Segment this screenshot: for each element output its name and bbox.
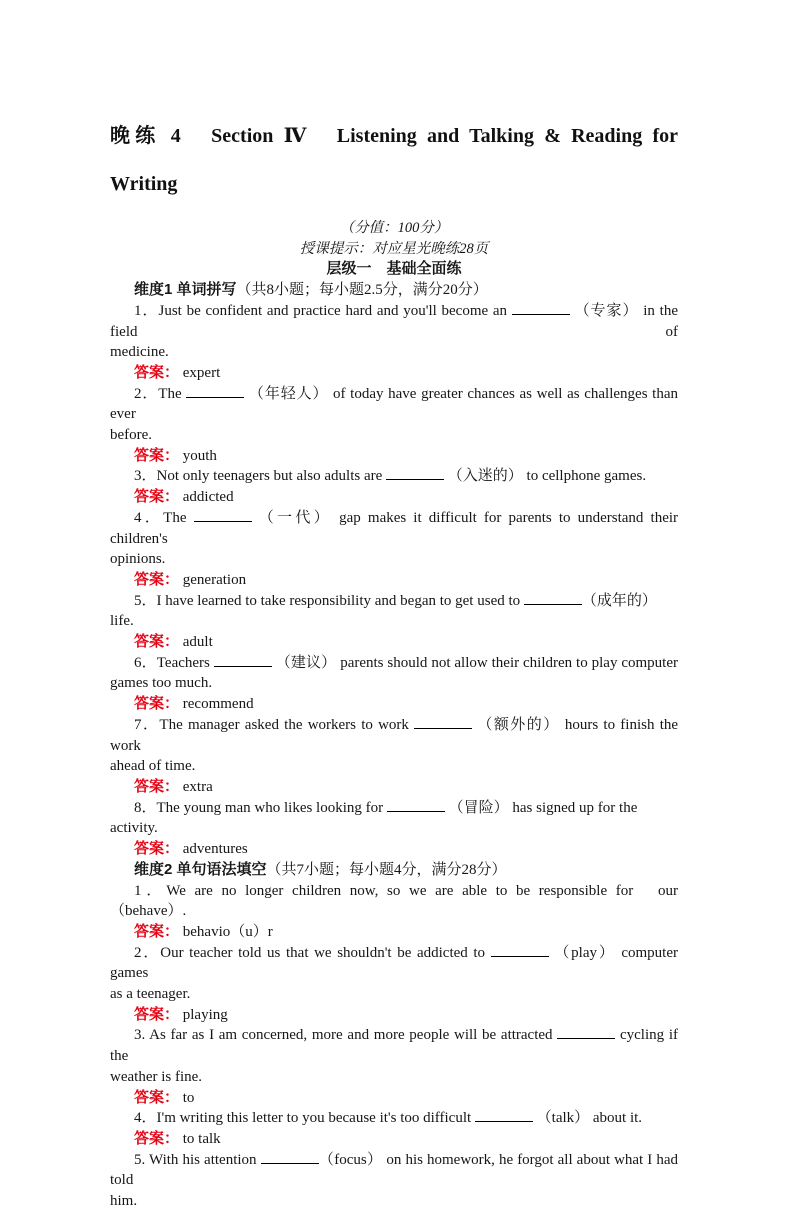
s1-q7-line1 bbox=[110, 715, 678, 756]
s1-q5-line bbox=[110, 591, 678, 632]
section1-heading-info: （共8小题；每小题2.5分，满分20分） bbox=[236, 282, 488, 299]
question-text: （play） computer games bbox=[110, 944, 678, 982]
fill-blank bbox=[186, 384, 244, 398]
fill-blank bbox=[386, 466, 444, 480]
answer-label: 答案： bbox=[134, 1130, 180, 1147]
answer-text: generation bbox=[182, 571, 247, 588]
question-text: （专家） in the field of bbox=[110, 302, 679, 340]
s2-q3-line1 bbox=[110, 1025, 678, 1066]
question-text: （额外的） hours to finish the work bbox=[110, 716, 679, 754]
question-text: （建议） parents should not allow their children to play computer bbox=[275, 654, 678, 671]
s1-a2-line bbox=[110, 446, 678, 467]
question-text: （年轻人） of today have greater chances as well as challenges than ever bbox=[110, 385, 679, 423]
answer-label: 答案： bbox=[134, 447, 180, 464]
answer-text: recommend bbox=[182, 696, 254, 713]
question-text: 5．I have learned to take responsibility and began to get used to bbox=[134, 592, 521, 609]
answer-label: 答案： bbox=[134, 364, 180, 381]
teaching-tip-line: 授课提示：对应星光晚练28页 bbox=[299, 240, 489, 257]
s1-q8-line bbox=[110, 798, 678, 839]
fill-blank bbox=[475, 1108, 533, 1122]
question-text: as a teenager. bbox=[110, 986, 191, 1003]
s1-q1-line2 bbox=[110, 342, 678, 363]
answer-text: to bbox=[182, 1089, 195, 1106]
question-text: （behave）. bbox=[110, 903, 187, 920]
s2-q3-line2 bbox=[110, 1067, 678, 1088]
score-line: （分值：100分） bbox=[339, 220, 449, 236]
fill-blank bbox=[512, 301, 570, 315]
question-text: 2．The bbox=[134, 385, 182, 402]
question-text: games too much. bbox=[110, 675, 213, 692]
s2-a2-line bbox=[110, 1005, 678, 1026]
s2-a3-line bbox=[110, 1088, 678, 1109]
answer-label: 答案： bbox=[134, 923, 180, 940]
answer-label: 答案： bbox=[134, 1006, 180, 1023]
question-text: weather is fine. bbox=[110, 1068, 203, 1085]
answer-text: addicted bbox=[182, 489, 234, 506]
answer-text: extra bbox=[182, 778, 213, 795]
s1-q3-line bbox=[110, 466, 678, 487]
section1-heading-label: 维度1 单词拼写 bbox=[134, 281, 237, 299]
question-text: 1．We are no longer children now, so we are able to be responsible for our bbox=[134, 882, 678, 899]
question-text: （一代） gap makes it difficult for parents to understand their children's bbox=[110, 509, 679, 547]
answer-text: playing bbox=[182, 1006, 228, 1023]
fill-blank bbox=[261, 1150, 319, 1164]
question-text: ahead of time. bbox=[110, 758, 196, 775]
question-text: him. bbox=[110, 1193, 138, 1210]
question-text: cycling if the bbox=[110, 1027, 679, 1065]
s2-a4-line bbox=[110, 1129, 678, 1150]
s1-a5-line bbox=[110, 632, 678, 653]
question-text: 7．The manager asked the workers to work bbox=[134, 716, 409, 733]
s2-q1-line2 bbox=[110, 901, 678, 922]
question-text: （成年的） life. bbox=[110, 592, 657, 630]
section2-heading-info: （共7小题；每小题4分，满分28分） bbox=[266, 861, 507, 878]
answer-label: 答案： bbox=[134, 841, 180, 858]
title-line-2: Writing bbox=[110, 173, 178, 195]
answer-text: adventures bbox=[182, 841, 248, 858]
answer-label: 答案： bbox=[134, 1089, 180, 1106]
fill-blank bbox=[214, 653, 272, 667]
question-text: 4．The bbox=[134, 509, 187, 526]
answer-label: 答案： bbox=[134, 489, 180, 506]
question-text: 6．Teachers bbox=[134, 654, 210, 671]
s1-q2-line2 bbox=[110, 425, 678, 446]
s1-a8-line bbox=[110, 839, 678, 860]
question-text: （入迷的） to cellphone games. bbox=[447, 468, 647, 485]
s1-q6-line2 bbox=[110, 673, 678, 694]
s1-a3-line bbox=[110, 487, 678, 508]
question-text: （focus） on his homework, he forgot all about what I had told bbox=[110, 1151, 678, 1189]
s1-q1-line1 bbox=[110, 301, 678, 342]
answer-label: 答案： bbox=[134, 571, 180, 588]
section2-heading bbox=[110, 860, 678, 881]
title-line-1: 晚练 4 Section Ⅳ Listening and Talking & Reading for bbox=[110, 125, 678, 147]
s2-q2-line2 bbox=[110, 984, 678, 1005]
fill-blank bbox=[491, 943, 549, 957]
s2-q5-line2 bbox=[110, 1191, 678, 1212]
s1-a7-line bbox=[110, 777, 678, 798]
question-text: 5. With his attention bbox=[134, 1151, 257, 1168]
question-text: 2．Our teacher told us that we shouldn't be addicted to bbox=[134, 944, 486, 961]
s1-q2-line1 bbox=[110, 384, 678, 425]
question-text: （冒险） has signed up for the activity. bbox=[110, 799, 638, 837]
s2-a1-line bbox=[110, 922, 678, 943]
s2-q2-line1 bbox=[110, 943, 678, 984]
s1-a6-line bbox=[110, 694, 678, 715]
answer-label: 答案： bbox=[134, 634, 180, 651]
question-text: 1．Just be confident and practice hard and you'll become an bbox=[134, 302, 508, 319]
question-text: （talk） about it. bbox=[536, 1110, 643, 1127]
section2-heading-label: 维度2 单句语法填空 bbox=[134, 860, 267, 878]
answer-text: adult bbox=[182, 634, 213, 651]
s1-q4-line2 bbox=[110, 549, 678, 570]
s2-q5-line1 bbox=[110, 1150, 678, 1191]
question-text: medicine. bbox=[110, 344, 169, 361]
fill-blank bbox=[387, 798, 445, 812]
fill-blank bbox=[524, 591, 582, 605]
question-text: 3. As far as I am concerned, more and more people will be attracted bbox=[134, 1027, 553, 1044]
answer-text: youth bbox=[182, 447, 217, 464]
s2-q4-line bbox=[110, 1108, 678, 1129]
level-heading: 层级一 基础全面练 bbox=[326, 260, 462, 278]
answer-text: behavio（u）r bbox=[182, 923, 273, 940]
s1-q4-line1 bbox=[110, 508, 678, 549]
s1-a1-line bbox=[110, 363, 678, 384]
fill-blank bbox=[414, 715, 472, 729]
question-text: opinions. bbox=[110, 551, 166, 568]
question-text: 4．I'm writing this letter to you because it's too difficult bbox=[134, 1110, 472, 1127]
answer-label: 答案： bbox=[134, 696, 180, 713]
s1-q7-line2 bbox=[110, 756, 678, 777]
s2-q1-line1 bbox=[110, 881, 678, 902]
answer-text: to talk bbox=[182, 1130, 221, 1147]
question-text: 3．Not only teenagers but also adults are bbox=[134, 468, 383, 485]
document-title bbox=[110, 112, 678, 208]
s1-a4-line bbox=[110, 570, 678, 591]
answer-label: 答案： bbox=[134, 778, 180, 795]
fill-blank bbox=[557, 1025, 615, 1039]
fill-blank bbox=[194, 508, 252, 522]
section1-heading bbox=[110, 280, 678, 301]
s1-q6-line1 bbox=[110, 653, 678, 674]
question-text: before. bbox=[110, 427, 153, 444]
question-text: 8．The young man who likes looking for bbox=[134, 799, 384, 816]
answer-text: expert bbox=[182, 364, 221, 381]
